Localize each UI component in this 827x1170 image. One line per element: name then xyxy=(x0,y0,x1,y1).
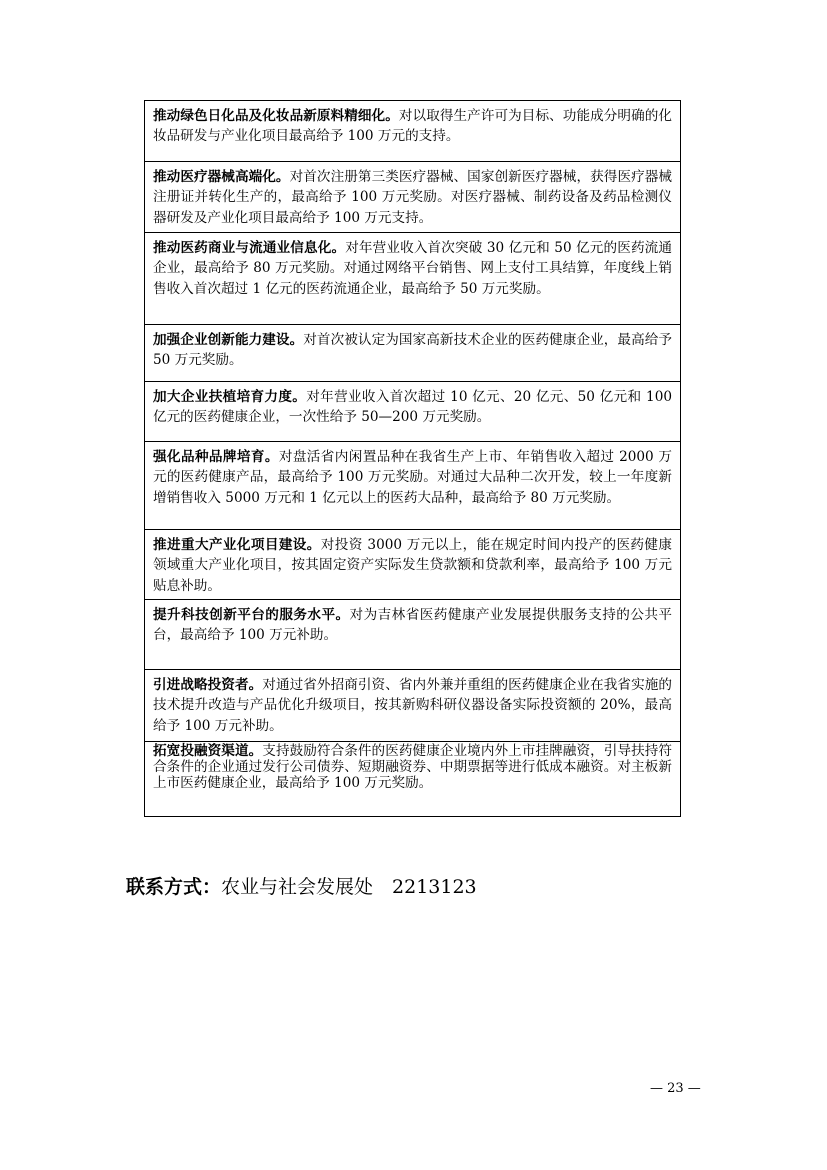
item-title: 提升科技创新平台的服务水平。 xyxy=(153,607,350,623)
item-text: 支持鼓励符合条件的医药健康企业境内外上市挂牌融资，引导扶持符合条件的企业通过发行公司债券、短期融资券、中期票据等进行低成本融资。对主板新上市医药健康企业，最高给予 100 万元奖励。 xyxy=(153,743,673,791)
item-text: 对首次被认定为国家高新技术企业的医药健康企业，最高给予 50 万元奖励。 xyxy=(153,332,673,369)
contact-info xyxy=(126,872,477,899)
item-title: 加大企业扶植培育力度。 xyxy=(153,389,307,405)
item-title: 推动医药商业与流通业信息化。 xyxy=(153,240,346,256)
item-text: 对盘活省内闲置品种在我省生产上市、年销售收入超过 2000 万元的医药健康产品，最高给予 100 万元奖励。对通过大品种二次开发，较上一年度新增销售收入 5000 万元和 1 亿元以上的医药大品种，最高给予 80 万元奖励。 xyxy=(153,449,672,506)
table-row xyxy=(145,742,680,817)
item-text: 对首次注册第三类医疗器械、国家创新医疗器械，获得医疗器械注册证并转化生产的，最高给予 100 万元奖励。对医疗器械、制药设备及药品检测仪器研发及产业化项目最高给予 100 万元支持。 xyxy=(153,169,673,226)
table-row xyxy=(145,101,680,162)
page-number: — 23 — xyxy=(650,1081,701,1096)
table-row xyxy=(145,325,680,382)
table-row xyxy=(145,600,680,670)
item-text: 对以取得生产许可为目标、功能成分明确的化妆品研发与产业化项目最高给予 100 万元的支持。 xyxy=(153,108,673,145)
table-row xyxy=(145,233,680,325)
table-row xyxy=(145,670,680,742)
item-text: 对通过省外招商引资、省内外兼并重组的医药健康企业在我省实施的技术提升改造与产品优化升级项目，按其新购科研仪器设备实际投资额的 20%，最高给予 100 万元补助。 xyxy=(153,677,673,734)
item-title: 推动医疗器械高端化。 xyxy=(153,169,290,185)
policy-table xyxy=(144,100,681,817)
contact-value: 农业与社会发展处 2213123 xyxy=(221,876,477,898)
item-text: 对年营业收入首次突破 30 亿元和 50 亿元的医药流通企业，最高给予 80 万元奖励。对通过网络平台销售、网上支付工具结算，年度线上销售收入首次超过 1 亿元的医药流通企业，最高给予 50 万元奖励。 xyxy=(153,240,672,297)
contact-label: 联系方式： xyxy=(126,876,222,898)
item-title: 拓宽投融资渠道。 xyxy=(153,743,263,759)
item-title: 推动绿色日化品及化妆品新原料精细化。 xyxy=(153,108,399,124)
table-row xyxy=(145,382,680,442)
item-text: 对年营业收入首次超过 10 亿元、20 亿元、50 亿元和 100 亿元的医药健康企业，一次性给予 50—200 万元奖励。 xyxy=(153,389,672,426)
table-row xyxy=(145,162,680,233)
item-text: 对投资 3000 万元以上，能在规定时间内投产的医药健康领域重大产业化项目，按其固定资产实际发生贷款额和贷款利率，最高给予 100 万元贴息补助。 xyxy=(153,537,672,594)
item-title: 强化品种品牌培育。 xyxy=(153,449,279,465)
item-title: 推进重大产业化项目建设。 xyxy=(153,537,321,553)
item-text: 对为吉林省医药健康产业发展提供服务支持的公共平台，最高给予 100 万元补助。 xyxy=(153,607,672,644)
item-title: 引进战略投资者。 xyxy=(153,677,263,693)
table-row xyxy=(145,442,680,530)
table-row xyxy=(145,530,680,600)
item-title: 加强企业创新能力建设。 xyxy=(153,332,304,348)
